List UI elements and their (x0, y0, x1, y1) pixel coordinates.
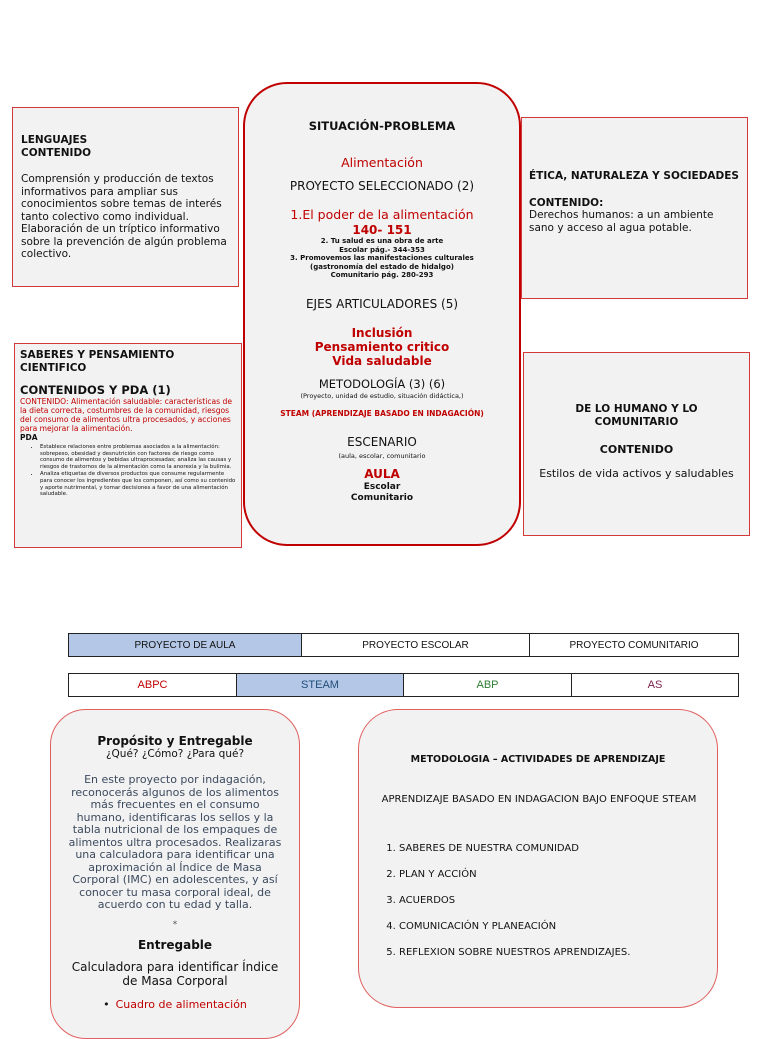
met-as-cell[interactable]: AS (572, 674, 738, 696)
proyecto-comunitario-cell[interactable]: PROYECTO COMUNITARIO (530, 634, 738, 656)
entregable-bullet-text: Cuadro de alimentación (115, 997, 247, 1011)
saberes-pda-label: PDA (20, 433, 38, 442)
etica-card (521, 117, 748, 299)
situacion-title: SITUACIÓN-PROBLEMA (308, 119, 456, 133)
eje-item: Vida saludable (332, 354, 432, 368)
bullet-icon: • (103, 997, 110, 1011)
metodologia-step: 5. REFLEXION SOBRE NUESTROS APRENDIZAJES. (399, 940, 630, 966)
eje-item: Pensamiento critico (314, 340, 450, 354)
metodologia-steps (379, 836, 630, 966)
escenario-comunitario: Comunitario (350, 493, 414, 503)
proyecto-2: 2. Tu salud es una obra de arte (320, 237, 444, 245)
metodologia-subtitle: APRENDIZAJE BASADO EN INDAGACION BAJO ENFOQUE STEAM (381, 794, 697, 805)
saberes-title: SABERES Y PENSAMIENTO CIENTIFICO (20, 349, 175, 374)
saberes-subtitle: CONTENIDOS Y PDA (1) (20, 383, 171, 397)
proyecto-escolar-cell[interactable]: PROYECTO ESCOLAR (302, 634, 530, 656)
lenguajes-body: Comprensión y producción de textos informativos para ampliar sus conocimientos sobre temas de interés tanto colectivo como individual. Elaboración de un tríptico informativo sobre la prevención de algún problema colectivo. (21, 173, 227, 260)
metodologia-step: 3. ACUERDOS (399, 888, 630, 914)
met-steam-cell[interactable]: STEAM (237, 674, 404, 696)
metodologia-type-table (68, 673, 739, 697)
saberes-contenido: CONTENIDO: Alimentación saludable: características de la dieta correcta, costumbres de la comunidad, riesgos del consumo de alimentos ultra procesados, y acciones para mejorar la alimentación. (20, 397, 233, 433)
humano-title: DE LO HUMANO Y LO COMUNITARIO (575, 403, 698, 428)
escenario-others (245, 482, 519, 504)
etica-body: Derechos humanos: a un ambiente sano y acceso al agua potable. (529, 209, 714, 234)
metodologia-step: 1. SABERES DE NUESTRA COMUNIDAD (399, 836, 630, 862)
eje-item: Inclusión (351, 326, 413, 340)
ejes-list (245, 326, 519, 368)
steam-text: STEAM (APRENDIZAJE BASADO EN INDAGACIÓN) (280, 409, 484, 418)
entregable-text: Calculadora para identificar Índice de Masa Corporal (71, 959, 279, 988)
entregable-bullet (67, 998, 283, 1011)
proposito-body: En este proyecto por indagación, reconocerás algunos de los alimentos más frecuentes en el consumo humano, identificaras los sellos y la tabla nutricional de los empaques de alimentos ultra procesados. Realizaras una calculadora para identificar una aproximación al Índice de Masa Corporal (IMC) en adolescentes, y así conocer tu masa corporal ideal, de acuerdo con tu edad y talla. (68, 773, 282, 911)
pda-item: • Analiza etiquetas de diversos productos que consume regularmente para conocer los ingredientes que los componen, así como su contenido y aporte nutrimental, y tomar decisiones a favor de una alimentación saludable. (40, 471, 236, 497)
proyecto-3-pages: Comunitario pág. 280-293 (330, 271, 434, 279)
ejes-label: EJES ARTICULADORES (5) (305, 297, 459, 311)
lenguajes-contenido-label: CONTENIDO (21, 146, 92, 159)
proyecto-others (245, 237, 519, 280)
metodologia-title: METODOLOGIA – ACTIVIDADES DE APRENDIZAJE (410, 754, 666, 765)
escenario-aula: AULA (364, 467, 400, 481)
metodologia-label: METODOLOGÍA (3) (6) (318, 377, 446, 391)
entregable-label: Entregable (137, 937, 213, 952)
proyecto-3: 3. Promovemos las manifestaciones culturales (290, 254, 474, 262)
met-abp-cell[interactable]: ABP (404, 674, 572, 696)
etica-title: ÉTICA, NATURALEZA Y SOCIEDADES (529, 170, 739, 182)
situacion-problema-card (243, 82, 521, 546)
pda-list (20, 444, 236, 498)
pda-item: • Establece relaciones entre problemas asociados a la alimentación: sobrepeso, obesidad y desnutrición con factores de riesgo como consumo de alimentos y bebidas ultraprocesadas; analiza las causas y riesgos de trastornos de la alimentación como la anorexia y la bulimia. (40, 444, 236, 470)
escenario-sub: (aula, escolar, comunitario (338, 452, 426, 460)
proyecto-seleccionado-label: PROYECTO SELECCIONADO (2) (289, 179, 475, 193)
proyecto-3-detail: (gastronomía del estado de hidalgo) (310, 262, 454, 271)
proyecto-aula-cell[interactable]: PROYECTO DE AULA (69, 634, 302, 656)
lenguajes-card (12, 107, 239, 287)
proyecto-1: 1.El poder de la alimentación (290, 207, 474, 222)
proyecto-2-pages: Escolar pág.- 344-353 (339, 245, 425, 254)
metodologia-step: 2. PLAN Y ACCIÓN (399, 862, 630, 888)
metodologia-card (358, 709, 718, 1008)
saberes-card (14, 343, 242, 548)
proposito-asterisk: * (172, 919, 178, 930)
humano-card (523, 352, 750, 536)
proyecto-pages: 140- 151 (352, 223, 412, 237)
humano-contenido-label: CONTENIDO (599, 443, 674, 456)
metodologia-sub: (Proyecto, unidad de estudio, situación didáctica,) (300, 392, 464, 400)
met-abpc-cell[interactable]: ABPC (69, 674, 237, 696)
proposito-questions: ¿Qué? ¿Cómo? ¿Para qué? (105, 748, 245, 760)
tema: Alimentación (341, 155, 423, 170)
proyecto-type-table (68, 633, 739, 657)
etica-contenido-label: CONTENIDO: (529, 196, 604, 209)
metodologia-step: 4. COMUNICACIÓN Y PLANEACIÓN (399, 914, 630, 940)
lenguajes-title: LENGUAJES (21, 134, 88, 146)
escenario-escolar: Escolar (363, 482, 401, 492)
escenario-label: ESCENARIO (347, 435, 417, 449)
proposito-card (50, 709, 300, 1039)
humano-body: Estilos de vida activos y saludables (539, 467, 734, 480)
proposito-title: Propósito y Entregable (97, 734, 253, 748)
